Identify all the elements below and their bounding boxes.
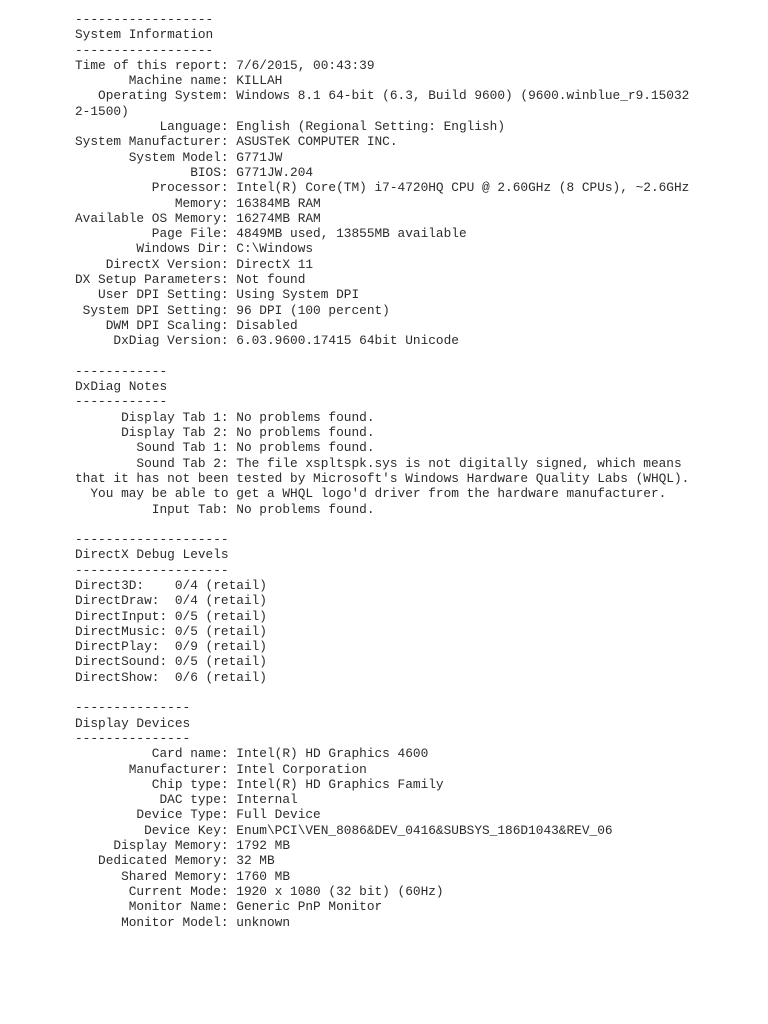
report-line: Page File: 4849MB used, 13855MB available [75,226,467,242]
report-line: Time of this report: 7/6/2015, 00:43:39 [75,57,375,73]
report-line: DirectDraw: 0/4 (retail) [75,593,267,609]
report-line: Sound Tab 2: The file xspltspk.sys is not digitally signed, which means [75,455,682,471]
report-line: Card name: Intel(R) HD Graphics 4600 [75,746,429,762]
report-line: DxDiag Notes [75,379,168,395]
report-line: Windows Dir: C:\Windows [75,241,314,257]
report-line: --------------- [75,730,191,746]
report-line: You may be able to get a WHQL logo'd driver from the hardware manufacturer. [75,486,667,502]
report-line: Display Memory: 1792 MB [75,838,291,854]
report-line: Device Key: Enum\PCI\VEN_8086&DEV_0416&SUBSYS_186D1043&REV_06 [75,822,613,838]
report-line: ------------------ [75,42,214,58]
report-line: System Model: G771JW [75,149,283,165]
report-line: ------------ [75,363,168,379]
report-line: Display Tab 2: No problems found. [75,425,375,441]
report-line: -------------------- [75,532,229,548]
report-line: Display Devices [75,715,191,731]
report-line: Sound Tab 1: No problems found. [75,440,375,456]
report-line: -------------------- [75,562,229,578]
report-line: Machine name: KILLAH [75,73,283,89]
report-line: Memory: 16384MB RAM [75,195,321,211]
report-line: System DPI Setting: 96 DPI (100 percent) [75,302,390,318]
report-line: Manufacturer: Intel Corporation [75,761,367,777]
report-line: System Information [75,27,214,43]
report-line: Current Mode: 1920 x 1080 (32 bit) (60Hz) [75,883,444,899]
dxdiag-report-text [75,12,689,930]
report-line: --------------- [75,700,191,716]
report-line: Available OS Memory: 16274MB RAM [75,210,321,226]
report-line: Shared Memory: 1760 MB [75,868,291,884]
report-line: Monitor Model: unknown [75,914,291,930]
report-line: User DPI Setting: Using System DPI [75,287,360,303]
report-line: DirectPlay: 0/9 (retail) [75,639,267,655]
report-line: Processor: Intel(R) Core(TM) i7-4720HQ CPU @ 2.60GHz (8 CPUs), ~2.6GHz [75,180,690,196]
report-line: DirectX Version: DirectX 11 [75,256,314,272]
report-line: ------------ [75,394,168,410]
report-line [75,517,689,532]
report-line: Language: English (Regional Setting: English) [75,119,506,135]
report-line: DirectShow: 0/6 (retail) [75,669,267,685]
report-line: Device Type: Full Device [75,807,321,823]
report-line: BIOS: G771JW.204 [75,164,314,180]
report-line: Chip type: Intel(R) HD Graphics Family [75,776,444,792]
report-line: DWM DPI Scaling: Disabled [75,317,298,333]
report-line: ------------------ [75,12,214,27]
report-line: DX Setup Parameters: Not found [75,272,306,288]
report-line: Display Tab 1: No problems found. [75,409,375,425]
report-line: DirectMusic: 0/5 (retail) [75,623,267,639]
report-line: Monitor Name: Generic PnP Monitor [75,899,383,915]
report-line [75,349,689,364]
report-line [75,685,689,700]
report-line: Input Tab: No problems found. [75,501,375,517]
report-line: DirectInput: 0/5 (retail) [75,608,267,624]
report-line: DirectSound: 0/5 (retail) [75,654,267,670]
report-line: Direct3D: 0/4 (retail) [75,577,267,593]
report-line: DAC type: Internal [75,792,298,808]
report-line: DxDiag Version: 6.03.9600.17415 64bit Unicode [75,333,459,349]
report-line: Dedicated Memory: 32 MB [75,853,275,869]
report-line: DirectX Debug Levels [75,547,229,563]
report-line: Operating System: Windows 8.1 64-bit (6.3, Build 9600) (9600.winblue_r9.15032 [75,88,690,104]
report-line: 2-1500) [75,103,129,119]
report-line: that it has not been tested by Microsoft's Windows Hardware Quality Labs (WHQL). [75,470,690,486]
report-line: System Manufacturer: ASUSTeK COMPUTER INC. [75,134,398,150]
